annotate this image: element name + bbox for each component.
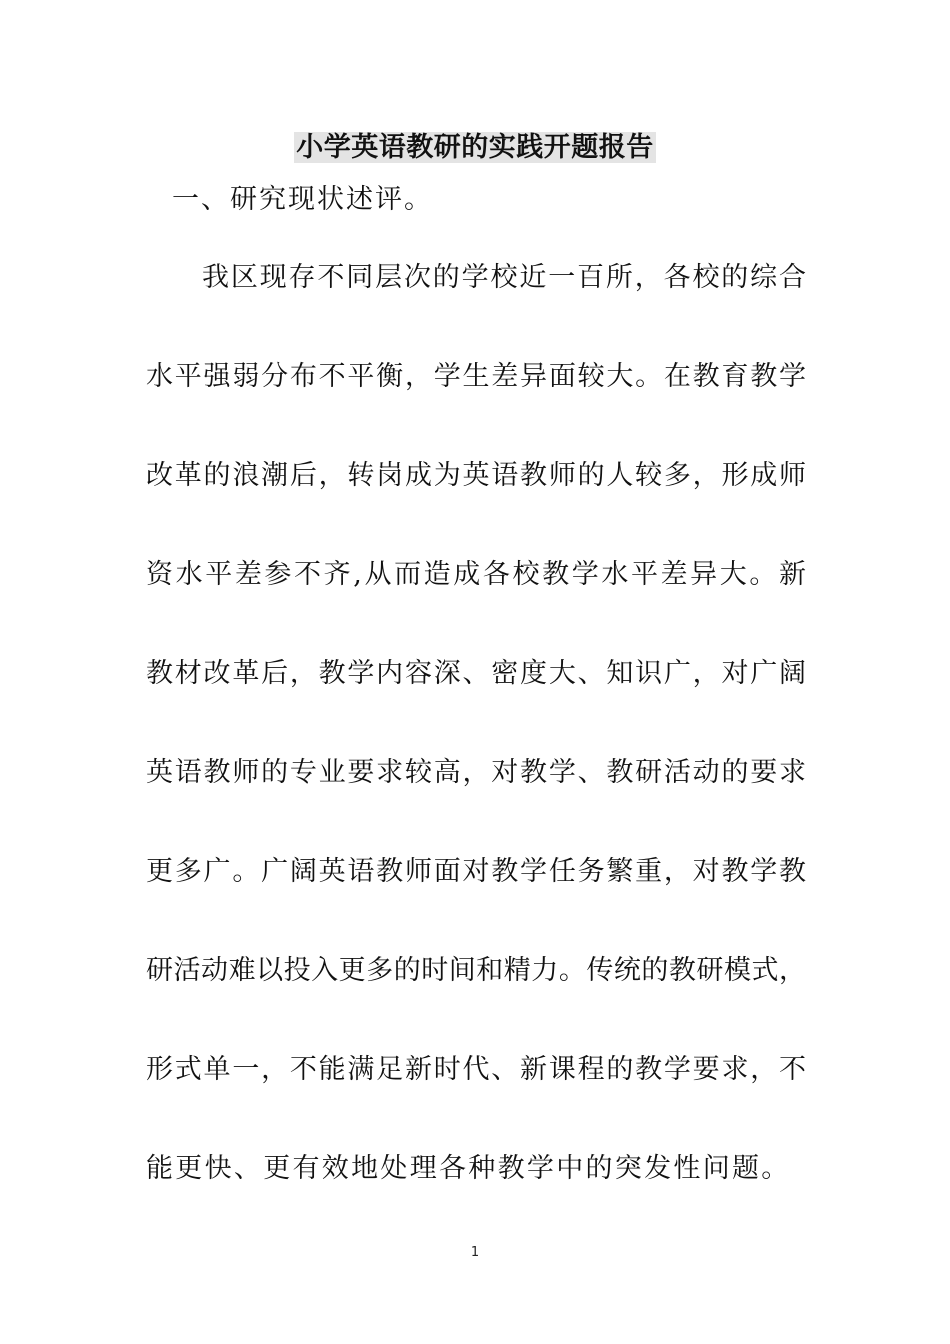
document-title bbox=[0, 128, 950, 168]
page-number: 1 bbox=[470, 1245, 480, 1260]
paragraph-line: 我区现存不同层次的学校近一百所，各校的综合 bbox=[202, 262, 806, 293]
paragraph-line: 资水平差参不齐,从而造成各校教学水平差异大。新 bbox=[146, 559, 806, 590]
section-heading: 一、研究现状述评。 bbox=[172, 184, 433, 215]
paragraph-line: 形式单一，不能满足新时代、新课程的教学要求，不 bbox=[146, 1054, 806, 1085]
paragraph-line: 英语教师的专业要求较高，对教学、教研活动的要求 bbox=[146, 757, 806, 788]
paragraph-line: 教材改革后，教学内容深、密度大、知识广，对广阔 bbox=[146, 658, 806, 689]
paragraph-line: 研活动难以投入更多的时间和精力。传统的教研模式， bbox=[146, 955, 806, 986]
paragraph-line: 水平强弱分布不平衡，学生差异面较大。在教育教学 bbox=[146, 361, 806, 392]
paragraph-line: 更多广。广阔英语教师面对教学任务繁重，对教学教 bbox=[146, 856, 806, 887]
paragraph-line: 改革的浪潮后，转岗成为英语教师的人较多，形成师 bbox=[146, 460, 806, 491]
paragraph-line: 能更快、更有效地处理各种教学中的突发性问题。 bbox=[146, 1153, 791, 1184]
document-title-text: 小学英语教研的实践开题报告 bbox=[296, 132, 654, 163]
